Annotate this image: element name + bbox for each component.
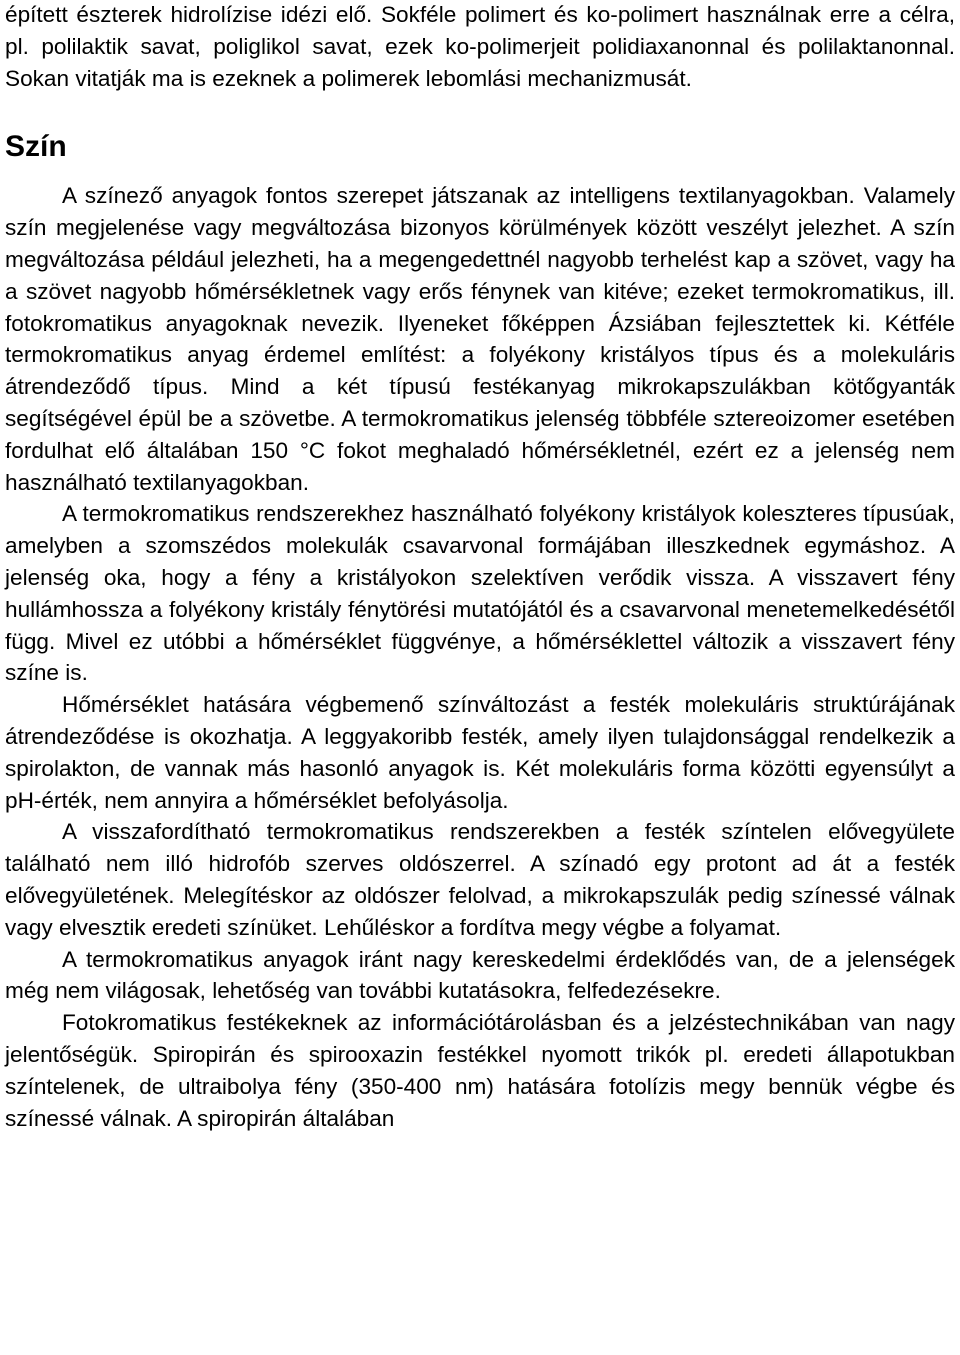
document-page [5, 0, 955, 1134]
body-paragraph: A színező anyagok fontos szerepet játszanak az intelligens textilanyagokban. Valamely szín megjelenése vagy megváltozása bizonyos körülmények között veszélyt jelezhet. A szín megváltozása például jelezheti, ha a megengedettnél nagyobb terhelést kap a szövet, vagy ha a szövet nagyobb hőmérsékletnek vagy erős fénynek van kitéve; ezeket termokromatikus, ill. fotokromatikus anyagoknak nevezik. Ilyeneket főképpen Ázsiában fejlesztettek ki. Kétféle termokromatikus anyag érdemel említést: a folyékony kristályos típus és a molekuláris átrendeződő típus. Mind a két típusú festékanyag mikrokapszulákban kötőgyanták segítségével épül be a szövetbe. A termokromatikus jelenség többféle sztereoizomer esetében fordulhat elő általában 150 °C fokot meghaladó hőmérsékletnél, ezért ez a jelenség nem használható textilanyagokban. [5, 183, 955, 495]
section-heading-block [5, 129, 955, 165]
body-paragraph: A termokromatikus anyagok iránt nagy kereskedelmi érdeklődés van, de a jelenségek még nem világosak, lehetőség van további kutatásokra, felfedezésekre. [5, 946, 955, 1004]
intro-paragraph: épített észterek hidrolízise idézi elő. Sokféle polimert és ko-polimert használnak erre a célra, pl. polilaktik savat, poliglikol savat, ezek ko-polimerjeit polidiaxanonnal és polilaktanonnal. Sokan vitatják ma is ezeknek a polimerek lebomlási mechanizmusát. [5, 2, 955, 91]
body-paragraph: Hőmérséklet hatására végbemenő színváltozást a festék molekuláris struktúrájának átrendeződése is okozhatja. A leggyakoribb festék, amely ilyen tulajdonsággal rendelkezik a spirolakton, de vannak más hasonló anyagok is. Két molekuláris forma közötti egyensúlyt a pH-érték, nem annyira a hőmérséklet befolyásolja. [5, 692, 955, 813]
body-paragraph: Fotokromatikus festékeknek az információtárolásban és a jelzéstechnikában van nagy jelentőségük. Spiropirán és spirooxazin festékkel nyomott trikók pl. eredeti állapotukban színtelenek, de ultraibolya fény (350-400 nm) hatására fotolízis megy bennük végbe és színessé válnak. A spiropirán általában [5, 1010, 955, 1131]
body-paragraph: A visszafordítható termokromatikus rendszerekben a festék színtelen elővegyülete található nem illó hidrofób szerves oldószerrel. A színadó egy protont ad át a festék elővegyületének. Melegítéskor az oldószer felolvad, a mikrokapszulák pedig színessé válnak vagy elvesztik eredeti színüket. Lehűléskor a fordítva megy végbe a folyamat. [5, 819, 955, 940]
body-paragraph: A termokromatikus rendszerekhez használható folyékony kristályok koleszteres típusúak, amelyben a szomszédos molekulák csavarvonal formájában illeszkednek egymáshoz. A jelenség oka, hogy a fény a kristályokon szelektíven verődik vissza. A visszavert fény hullámhossza a folyékony kristály fénytörési mutatójától és a csavarvonal menetemelkedésétől függ. Mivel ez utóbbi a hőmérséklet függvénye, a hőmérséklettel változik a visszavert fény színe is. [5, 501, 955, 686]
section-heading: Szín [5, 130, 67, 164]
